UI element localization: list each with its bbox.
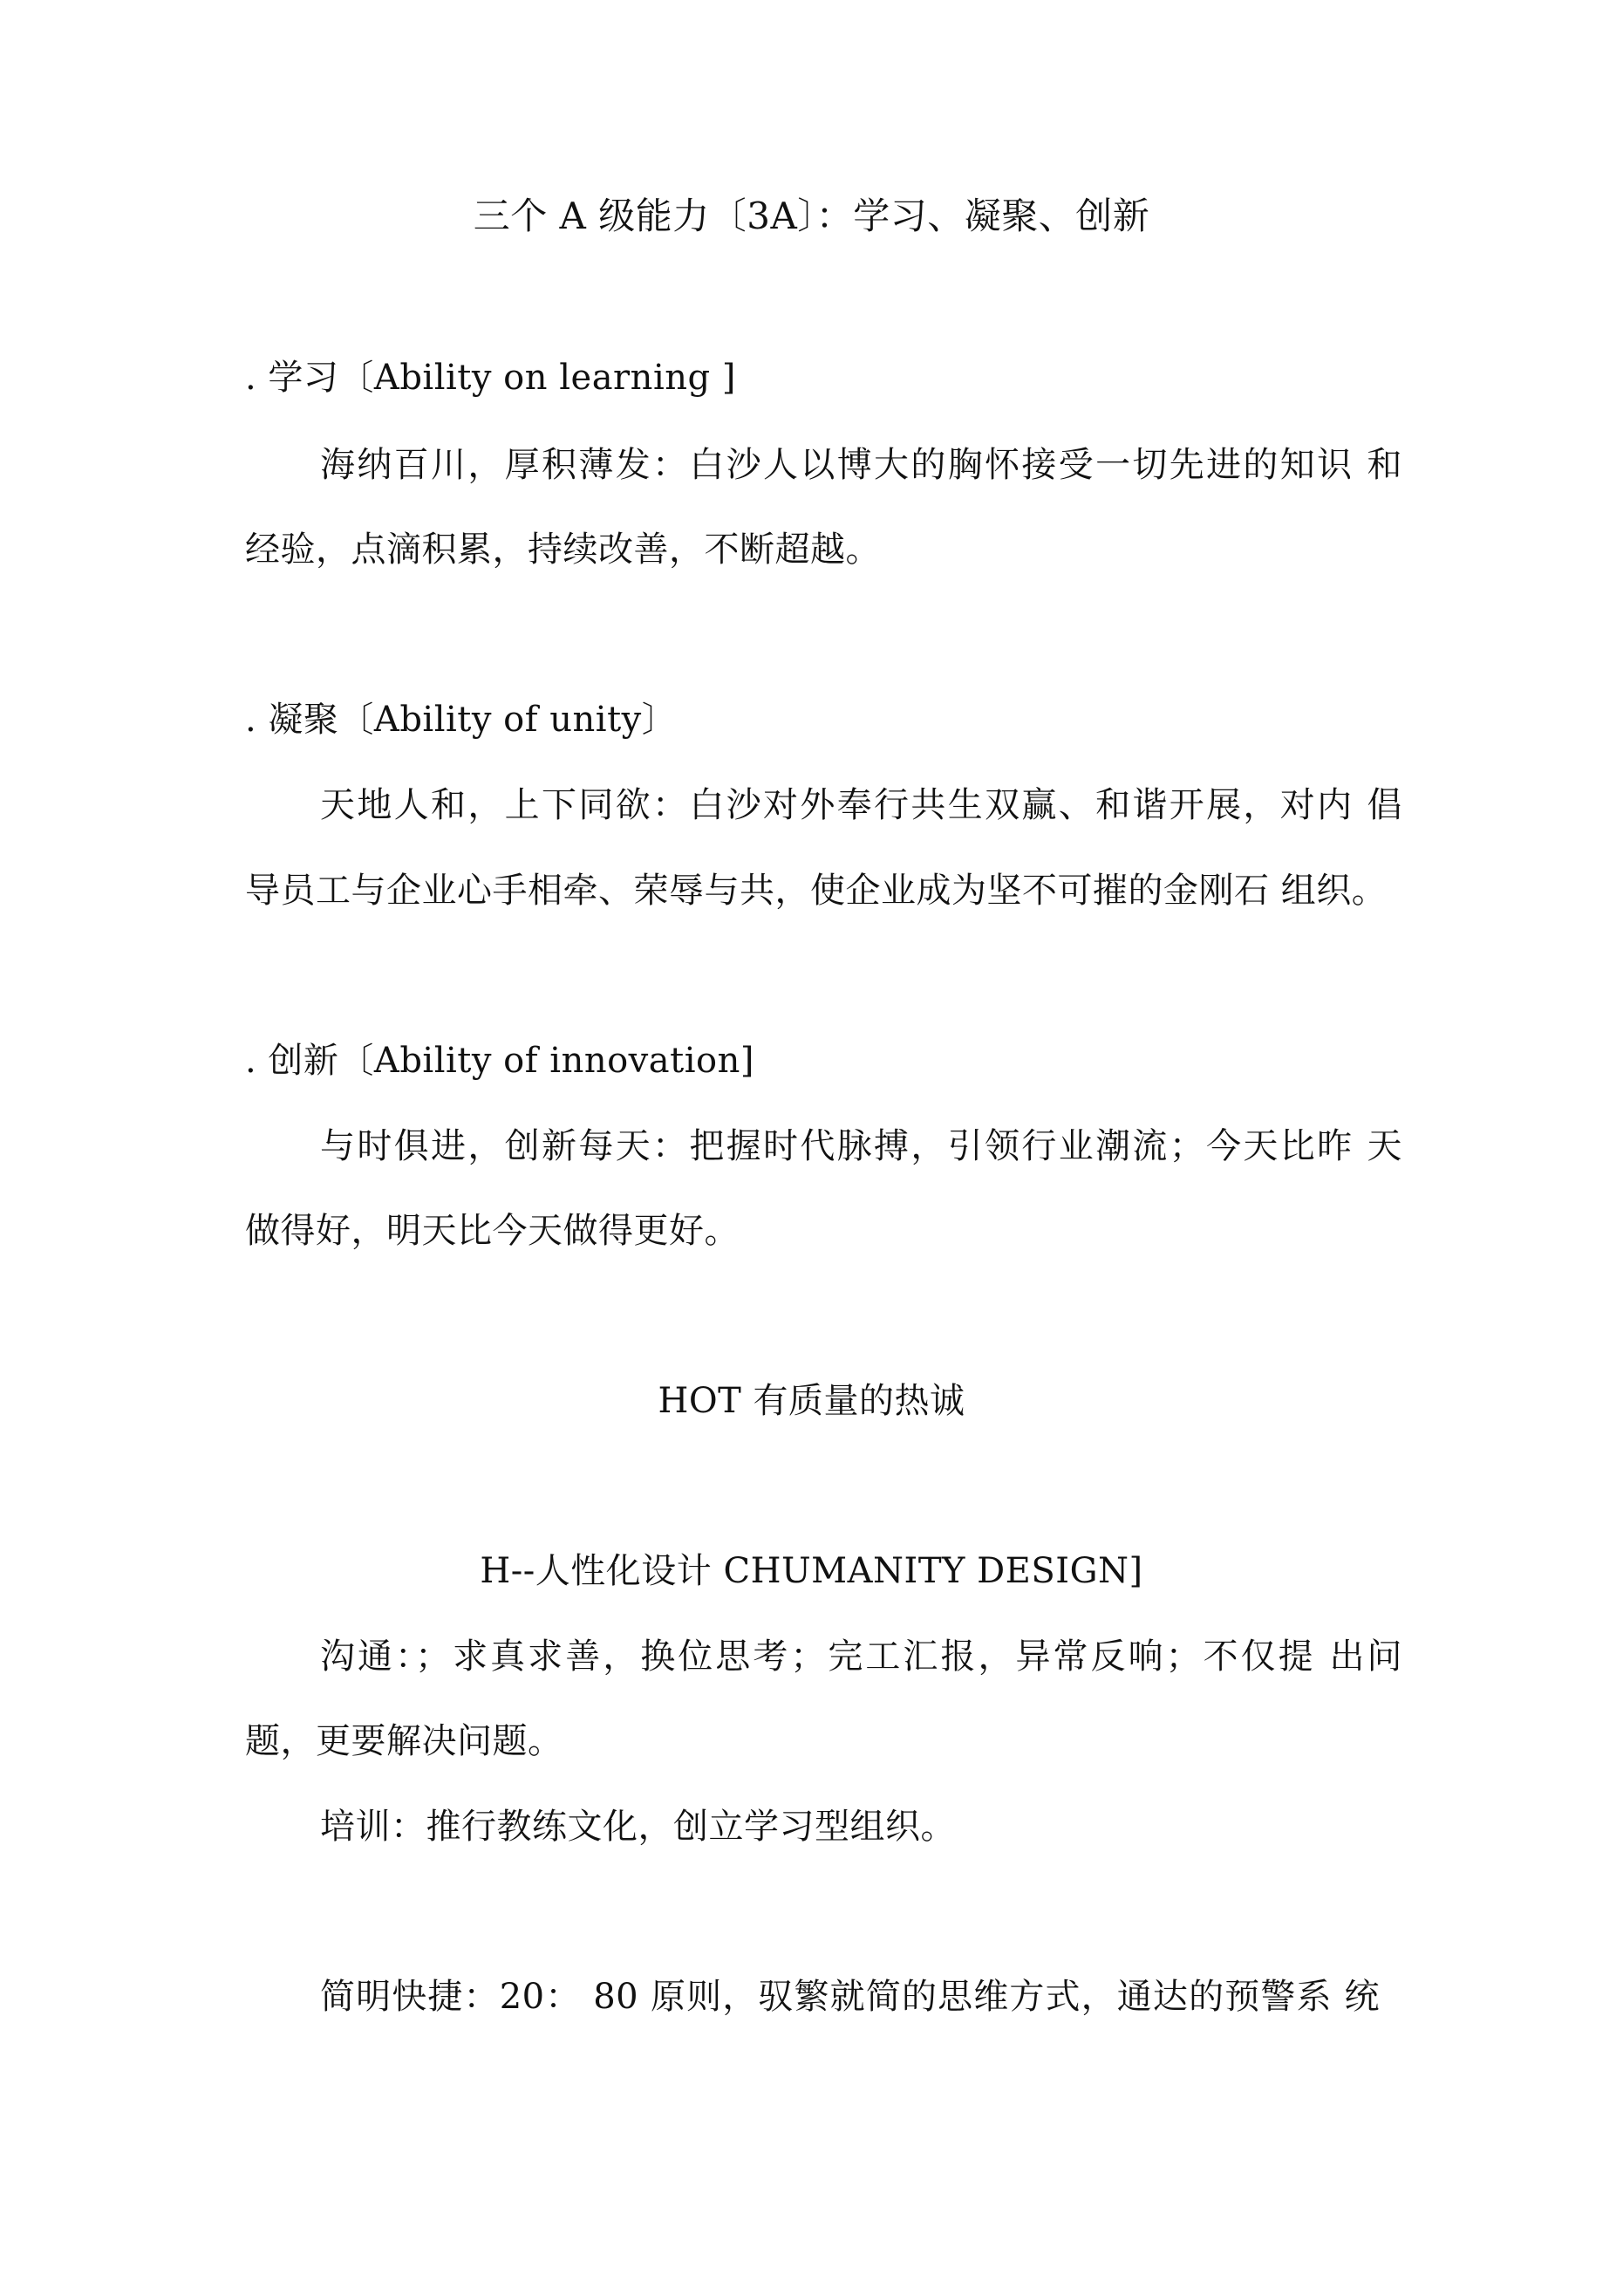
section-heading-unity: . 凝聚〔Ability of unity〕 [245, 700, 678, 740]
h-section-title: H--人性化设计 CHUMANITY DESIGN] [480, 1551, 1143, 1591]
section-heading-learning: . 学习〔Ability on learning ] [245, 358, 736, 398]
paragraph-line: 题，更要解决问题。 [245, 1721, 563, 1761]
paragraph-line: 与时俱进，创新每天：把握时代脉搏，引领行业潮流；今天比昨 天 [320, 1126, 1402, 1166]
paragraph-line: 导员工与企业心手相牵、荣辱与共，使企业成为坚不可摧的金刚石 组织。 [245, 871, 1388, 911]
paragraph-line: 沟通：；求真求善，换位思考；完工汇报，异常反响；不仅提 出问 [320, 1637, 1402, 1677]
paragraph-line: 简明快捷：20： 80 原则，驭繁就简的思维方式，通达的预警系 统 [320, 1977, 1380, 2017]
paragraph-line: 经验，点滴积累，持续改善，不断超越。 [245, 530, 881, 570]
paragraph-line: 培训：推行教练文化，创立学习型组织。 [320, 1807, 956, 1847]
section-heading-innovation: . 创新〔Ability of innovation] [245, 1041, 754, 1081]
document-title: 三个 A 级能力〔3A〕：学习、凝聚、创新 [473, 195, 1150, 237]
hot-title: HOT 有质量的热诚 [658, 1381, 965, 1421]
paragraph-line: 海纳百川，厚积薄发：白沙人以博大的胸怀接受一切先进的知识 和 [320, 445, 1402, 485]
paragraph-line: 做得好，明天比今天做得更好。 [245, 1211, 740, 1251]
paragraph-line: 天地人和，上下同欲：白沙对外奉行共生双赢、和谐开展，对内 倡 [320, 785, 1402, 825]
